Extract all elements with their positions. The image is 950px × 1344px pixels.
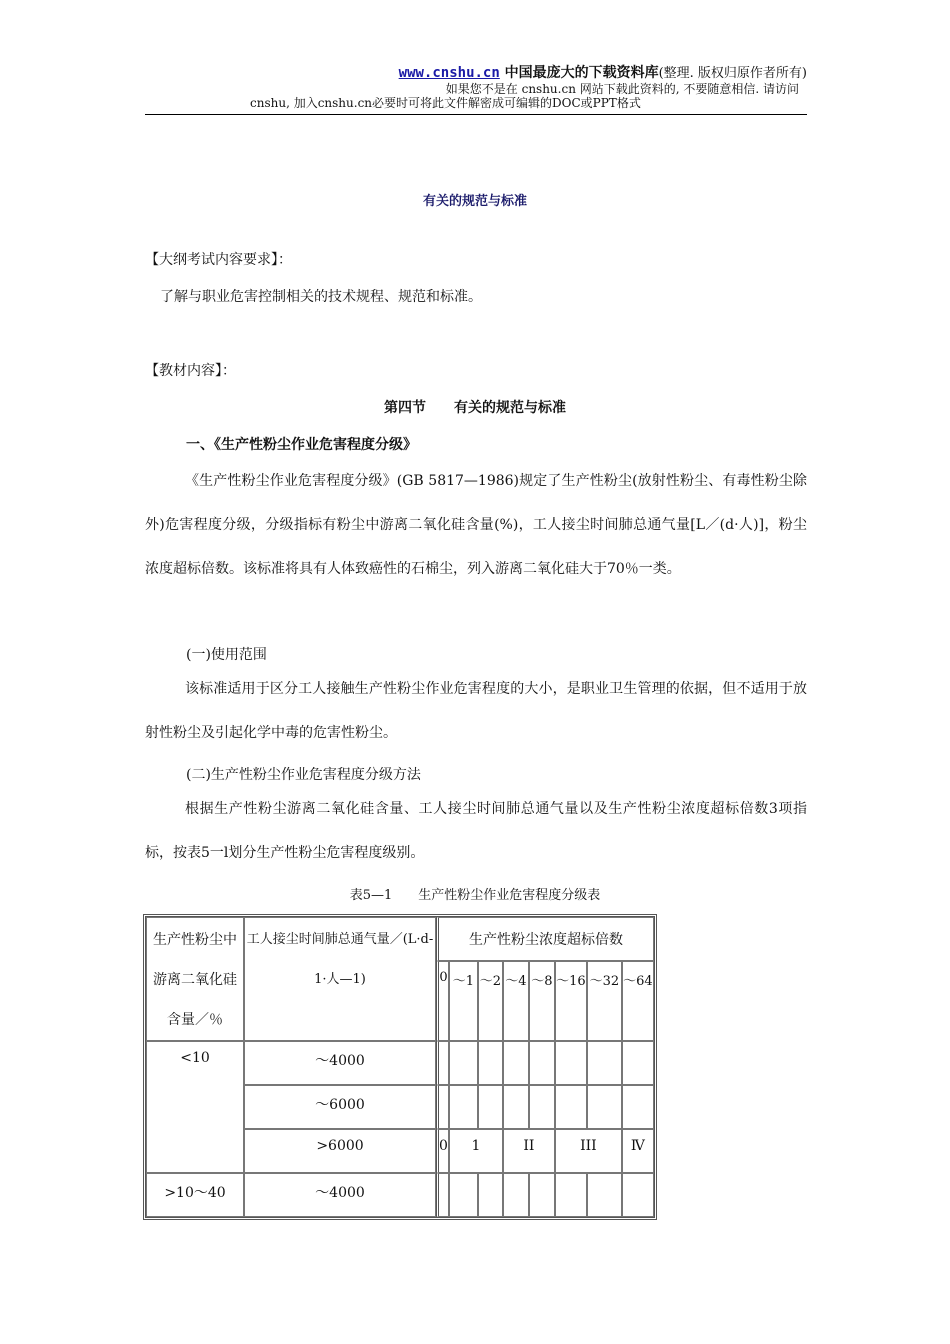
grade-cell: 1: [449, 1129, 503, 1173]
site-title: 中国最庞大的下载资料库: [504, 65, 659, 81]
grade-cell: [449, 1173, 478, 1217]
grade-cell: II: [503, 1129, 555, 1173]
silica-cell: <10: [146, 1041, 244, 1173]
section-title: 第四节 有关的规范与标准: [384, 400, 566, 416]
syllabus-text: 了解与职业危害控制相关的技术规程、规范和标准。: [160, 289, 482, 305]
grade-cell: [587, 1173, 622, 1217]
range-header: 0: [436, 961, 449, 1041]
grade-cell: Ⅳ: [622, 1129, 654, 1173]
range-header: ～1: [449, 961, 478, 1041]
paragraph-3: 根据生产性粉尘游离二氧化硅含量、工人接尘时间肺总通气量以及生产性粉尘浓度超标倍数3项指标，按表5一l划分生产性粉尘危害程度级别。: [145, 801, 807, 861]
range-header: ～4: [503, 961, 529, 1041]
grade-cell: [529, 1085, 555, 1129]
grade-cell: 0: [436, 1129, 449, 1173]
syllabus-label: 【大纲考试内容要求】：: [145, 252, 292, 268]
site-link[interactable]: www.cnshu.cn: [398, 65, 500, 81]
grade-cell: [503, 1041, 529, 1085]
method-heading: (二)生产性粉尘作业危害程度分级方法: [186, 767, 421, 783]
volume-cell: ～4000: [244, 1173, 436, 1217]
document-title: 有关的规范与标准: [422, 194, 527, 209]
subsection-title: 一、《生产性粉尘作业危害程度分级》: [186, 437, 417, 453]
grade-cell: [529, 1173, 555, 1217]
header-ventilation-volume: 工人接尘时间肺总通气量／(L·d-1·人—1): [244, 917, 436, 1041]
grade-cell: [587, 1085, 622, 1129]
range-header: ～64: [622, 961, 654, 1041]
grade-cell: [555, 1173, 587, 1217]
grade-cell: [529, 1041, 555, 1085]
grade-cell: [436, 1041, 449, 1085]
header-line2: 如果您不是在 cnshu.cn 网站下载此资料的, 不要随意相信. 请访问: [445, 82, 799, 96]
grade-cell: [503, 1173, 529, 1217]
range-header: ～32: [587, 961, 622, 1041]
page-header: [145, 64, 807, 110]
grade-cell: [478, 1085, 503, 1129]
header-exceed-multiple: 生产性粉尘浓度超标倍数: [436, 917, 654, 961]
grade-cell: [622, 1041, 654, 1085]
grade-cell: [436, 1173, 449, 1217]
range-header: ～16: [555, 961, 587, 1041]
grade-cell: III: [555, 1129, 622, 1173]
range-header: ～2: [478, 961, 503, 1041]
volume-cell: >6000: [244, 1129, 436, 1173]
range-header: ～8: [529, 961, 555, 1041]
grade-cell: [622, 1085, 654, 1129]
table-caption: 表5—1 生产性粉尘作业危害程度分级表: [349, 888, 601, 903]
grade-cell: [622, 1173, 654, 1217]
volume-cell: ～6000: [244, 1085, 436, 1129]
grade-cell: [478, 1041, 503, 1085]
grade-cell: [449, 1085, 478, 1129]
grade-cell: [449, 1041, 478, 1085]
header-line3: cnshu, 加入cnshu.cn必要时可将此文件解密成可编辑的DOC或PPT格式: [250, 96, 641, 110]
site-note: (整理. 版权归原作者所有): [658, 66, 807, 81]
paragraph-2: 该标准适用于区分工人接触生产性粉尘作业危害程度的大小，是职业卫生管理的依据，但不适用于放射性粉尘及引起化学中毒的危害性粉尘。: [145, 681, 807, 741]
grade-cell: [555, 1085, 587, 1129]
grade-cell: [503, 1085, 529, 1129]
grade-cell: [555, 1041, 587, 1085]
header-line1: [145, 64, 807, 82]
dust-hazard-table: [143, 914, 657, 1220]
textbook-label: 【教材内容】：: [145, 363, 236, 379]
header-silica-content: 生产性粉尘中游离二氧化硅含量／％: [146, 917, 244, 1041]
header-divider: [145, 114, 807, 115]
volume-cell: ～4000: [244, 1041, 436, 1085]
grade-cell: [587, 1041, 622, 1085]
grade-cell: [478, 1173, 503, 1217]
silica-cell: >10～40: [146, 1173, 244, 1217]
scope-heading: (一)使用范围: [186, 647, 267, 663]
grade-cell: [436, 1085, 449, 1129]
paragraph-1: 《生产性粉尘作业危害程度分级》(GB 5817—1986)规定了生产性粉尘(放射性粉尘、有毒性粉尘除外)危害程度分级，分级指标有粉尘中游离二氧化硅含量(%)，工人接尘时间肺总通气量[L／(d·人)]，粉尘浓度超标倍数。该标准将具有人体致癌性的石棉尘，列入游离二氧化硅大于70％一类。: [145, 473, 807, 577]
